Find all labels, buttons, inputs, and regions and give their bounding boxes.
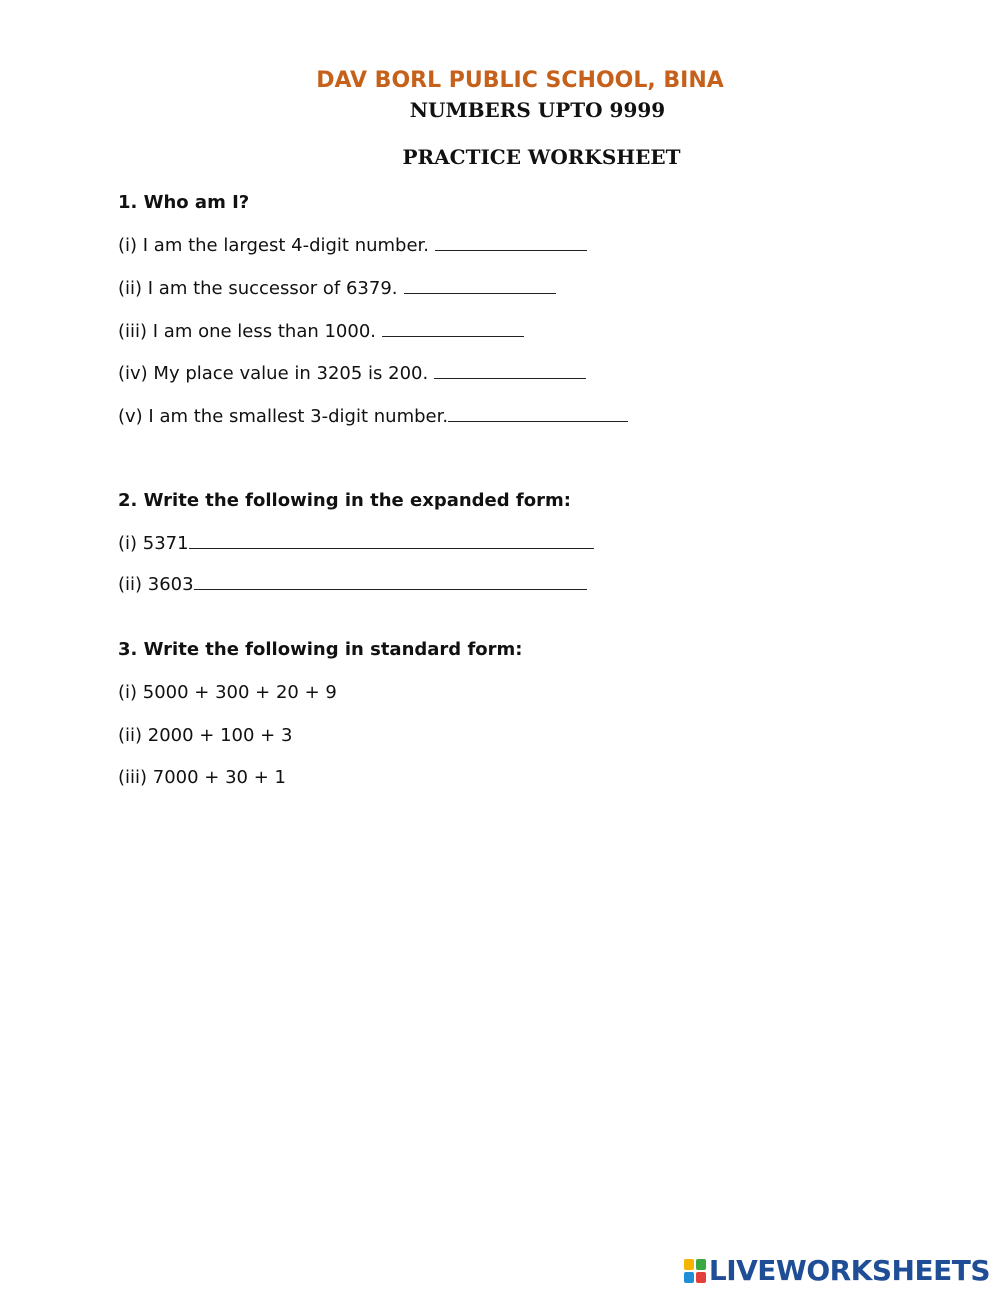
answer-blank[interactable] [382, 321, 524, 337]
q3-item-2: (ii) 2000 + 100 + 3 [118, 725, 293, 746]
q2-item-text: (i) 5371 [118, 533, 189, 554]
q2-heading: 2. Write the following in the expanded form: [118, 490, 571, 511]
liveworksheets-logo-icon [684, 1259, 706, 1283]
q1-item-text: (iv) My place value in 3205 is 200. [118, 363, 429, 384]
q1-item-text: (i) I am the largest 4-digit number. [118, 235, 430, 256]
q1-item-2 [118, 278, 556, 300]
q1-item-text: (ii) I am the successor of 6379. [118, 278, 398, 299]
q2-item-1 [118, 533, 594, 555]
q1-item-5 [118, 406, 628, 428]
q3-item-3: (iii) 7000 + 30 + 1 [118, 767, 286, 788]
q1-heading: 1. Who am I? [118, 192, 250, 213]
q1-item-3 [118, 321, 524, 343]
answer-blank[interactable] [448, 406, 628, 422]
answer-blank[interactable] [194, 574, 587, 590]
q2-item-2 [118, 574, 587, 596]
worksheet-title: PRACTICE WORKSHEET [402, 145, 681, 169]
q2-item-text: (ii) 3603 [118, 574, 194, 595]
logo-square-icon [684, 1272, 694, 1283]
logo-square-icon [696, 1259, 706, 1270]
answer-blank[interactable] [189, 533, 594, 549]
logo-square-icon [696, 1272, 706, 1283]
answer-blank[interactable] [435, 235, 587, 251]
q3-heading: 3. Write the following in standard form: [118, 639, 523, 660]
answer-blank[interactable] [404, 278, 556, 294]
q1-item-text: (iii) I am one less than 1000. [118, 321, 377, 342]
school-name: DAV BORL PUBLIC SCHOOL, BINA [316, 68, 724, 93]
logo-text: LIVEWORKSHEETS [708, 1254, 990, 1287]
q1-item-4 [118, 363, 586, 385]
logo-square-icon [684, 1259, 694, 1270]
q1-item-text: (v) I am the smallest 3-digit number. [118, 406, 449, 427]
q1-item-1 [118, 235, 587, 257]
liveworksheets-logo [684, 1254, 990, 1287]
q3-item-1: (i) 5000 + 300 + 20 + 9 [118, 682, 337, 703]
topic-title: NUMBERS UPTO 9999 [409, 98, 666, 122]
answer-blank[interactable] [434, 363, 586, 379]
